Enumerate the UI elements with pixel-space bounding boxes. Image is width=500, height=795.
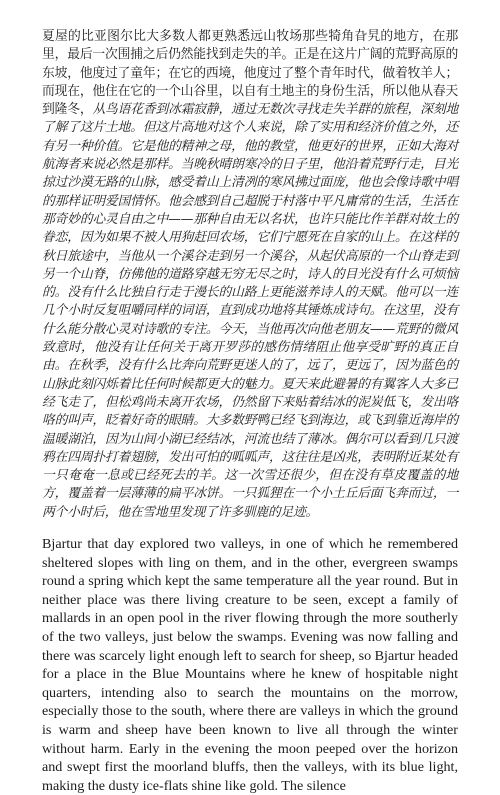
chinese-italic-text: 从鸟语花香到冰霜寂静，通过无数次寻找走失羊群的旅程，深刻地了解了这片土地。但这片高地对这个人来说，除了实用和经济价值之外，还有另一种价值。它是他的精神之母，他的教堂，他更好的世界，正如大海对航海者来说必然是那样。当晚秋晴朗寒冷的日子里，他沿着荒野行走，目光掠过沙漠无路的山脉，感受着山上清冽的寒风拂过面庞，他也会像诗歌中唱的那样证明爱国情怀。他会感到自己超脱于村落中平凡庸常的生活，生活在那奇妙的心灵自由之中——那种自由无以名状，也许只能比作羊群对故土的眷恋，因为如果不被人用狗赶回农场，它们宁愿死在自家的山上。在这样的秋日旅途中，当他从一个溪谷走到另一个溪谷，从起伏高原的一个山脊走到另一个山脊，仿佛他的道路穿越无穷无尽之时，诗人的目光没有什么可烦恼的。没有什么比独自行走于漫长的山路上更能滋养诗人的天赋。他可以一连几个小时反复咀嚼同样的词语，直到成功地将其锤炼成诗句。在这里，没有什么能分散心灵对诗歌的专注。今天，当他再次向他老朋友——荒野的微风致意时，他没有让任何关于离开罗莎的感伤情绪阻止他享受旷野的真正自由。在秋季，没有什么比奔向荒野更迷人的了，远了，更远了，因为蓝色的山脉此刻闪烁着比任何时候都更大的魅力。夏天来此避暑的有翼客人大多已经飞走了，但松鸡尚未离开农场，仍然留下来贴着结冰的泥炭低飞，发出咯咯的叫声，眨着好奇的眼睛。大多数野鸭已经飞到海边，或飞到靠近海岸的温暖湖泊，因为山间小湖已经结冰，河流也结了薄冰。偶尔可以看到几只渡鸦在四周扑打着翅膀，发出可怕的呱呱声，这往往是凶兆，表明附近某处有一只奄奄一息或已经死去的羊。这一次雪还很少，但在没有草皮覆盖的地方，覆盖着一层薄薄的扁平冰饼。一只狐狸在一个小土丘后面飞奔而过，一两个小时后，他在雪地里发现了许多驯鹿的足迹。 <box>42 102 459 520</box>
english-paragraph: Bjartur that day explored two valleys, in one of which he remembered sheltered slopes with ling on them, and in the other, evergreen swamps round a spring which kept the same temperature all the year round. But in neither place was there living creature to be seen, except a family of mallards in an open pool in the river flowing through the more southerly of the two valleys, just below the swamps. Evening was now falling and there was scarcely light enough left to search for sheep, so Bjartur headed for a place in the Blue Mountains where he knew of hospitable night quarters, intending also to search the mountains on the morrow, especially those to the south, where there are valleys in which the ground is warm and sheep have been known to live all through the winter without harm. Early in the evening the moon peeped over the horizon and swept first the moorland bluffs, then the valleys, with its blue light, making the dusty ice-flats shine like gold. The silence <box>42 536 458 794</box>
chinese-paragraph <box>42 28 458 522</box>
chinese-upright-text: 夏屋的比亚图尔比大多数人都更熟悉远山牧场那些犄角旮旯的地方，在那里，最后一次围捕之后仍然能找到走失的羊。正是在这片广阔的荒野高原的东坡，他度过了童年；在它的西境，他度过了整个青年时代，做着牧羊人；而现在，他住在它的一个山谷里，以自有土地主的身份生活，所以他从春天到隆冬， <box>42 29 458 118</box>
